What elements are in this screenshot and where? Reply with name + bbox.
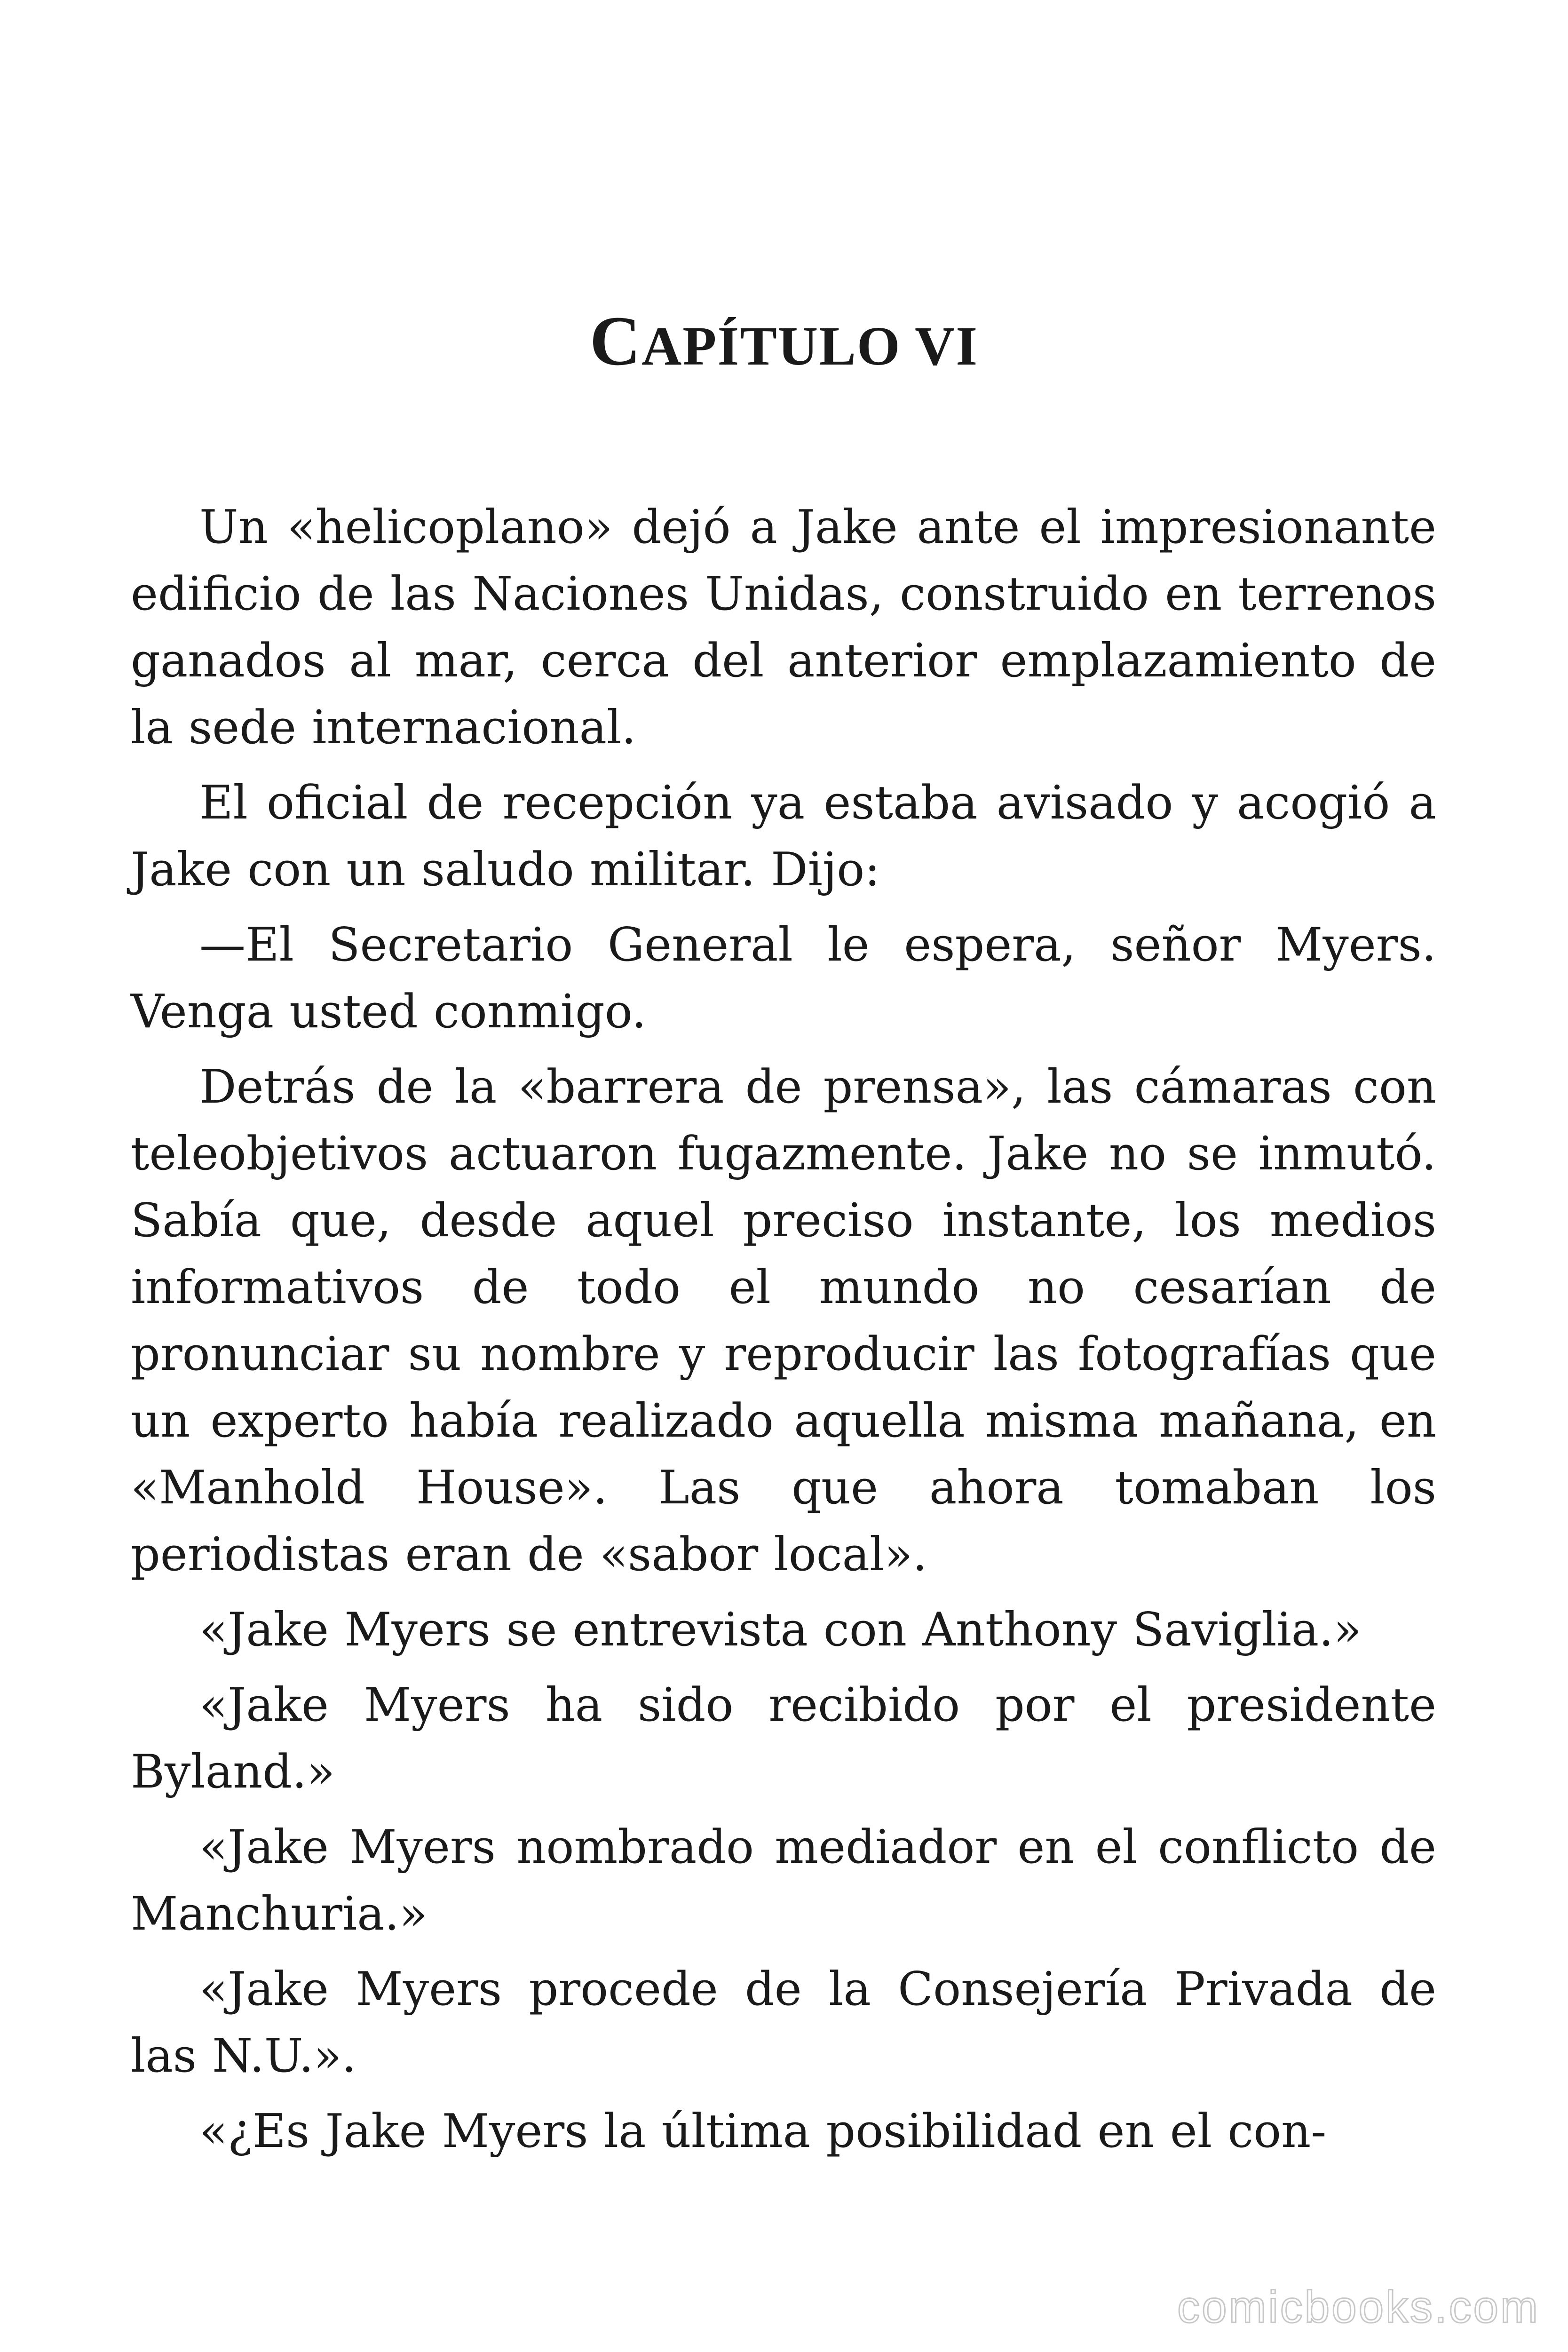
paragraph: «Jake Myers procede de la Consejería Privada de las N.U.». xyxy=(131,1963,1436,2083)
paragraph: —El Secretario General le espera, señor Myers. Venga usted conmigo. xyxy=(131,918,1436,1039)
paragraph: Detrás de la «barrera de prensa», las cámaras con teleobjetivos actuaron fugazmente. Jake no se inmutó. Sabía que, desde aquel preciso instante, los medios informativos de todo el mundo no cesarían de pronunciar su nombre y reproducir las fotografías que un experto había realizado aquella misma mañana, en «Manhold House». Las que ahora tomaban los periodistas eran de «sabor local». xyxy=(131,1060,1436,1581)
paragraph: «¿Es Jake Myers la última posibilidad en el con- xyxy=(199,2105,1327,2158)
chapter-body xyxy=(131,494,1436,2173)
watermark: comicbooks.com xyxy=(1177,2282,1540,2332)
paragraph: «Jake Myers nombrado mediador en el conflicto de Manchuria.» xyxy=(131,1820,1436,1941)
chapter-title xyxy=(0,301,1568,386)
paragraph: Un «helicoplano» dejó a Jake ante el impresionante edificio de las Naciones Unidas, construido en terrenos ganados al mar, cerca del anterior emplazamiento de la sede internacional. xyxy=(131,501,1436,755)
paragraph: El oficial de recepción ya estaba avisado y acogió a Jake con un saludo militar. Dijo: xyxy=(131,776,1436,897)
paragraph: «Jake Myers ha sido recibido por el presidente Byland.» xyxy=(131,1678,1436,1799)
paragraph: «Jake Myers se entrevista con Anthony Saviglia.» xyxy=(199,1603,1362,1657)
chapter-title-initial: C xyxy=(589,302,642,380)
chapter-title-rest: APÍTULO VI xyxy=(641,315,979,377)
